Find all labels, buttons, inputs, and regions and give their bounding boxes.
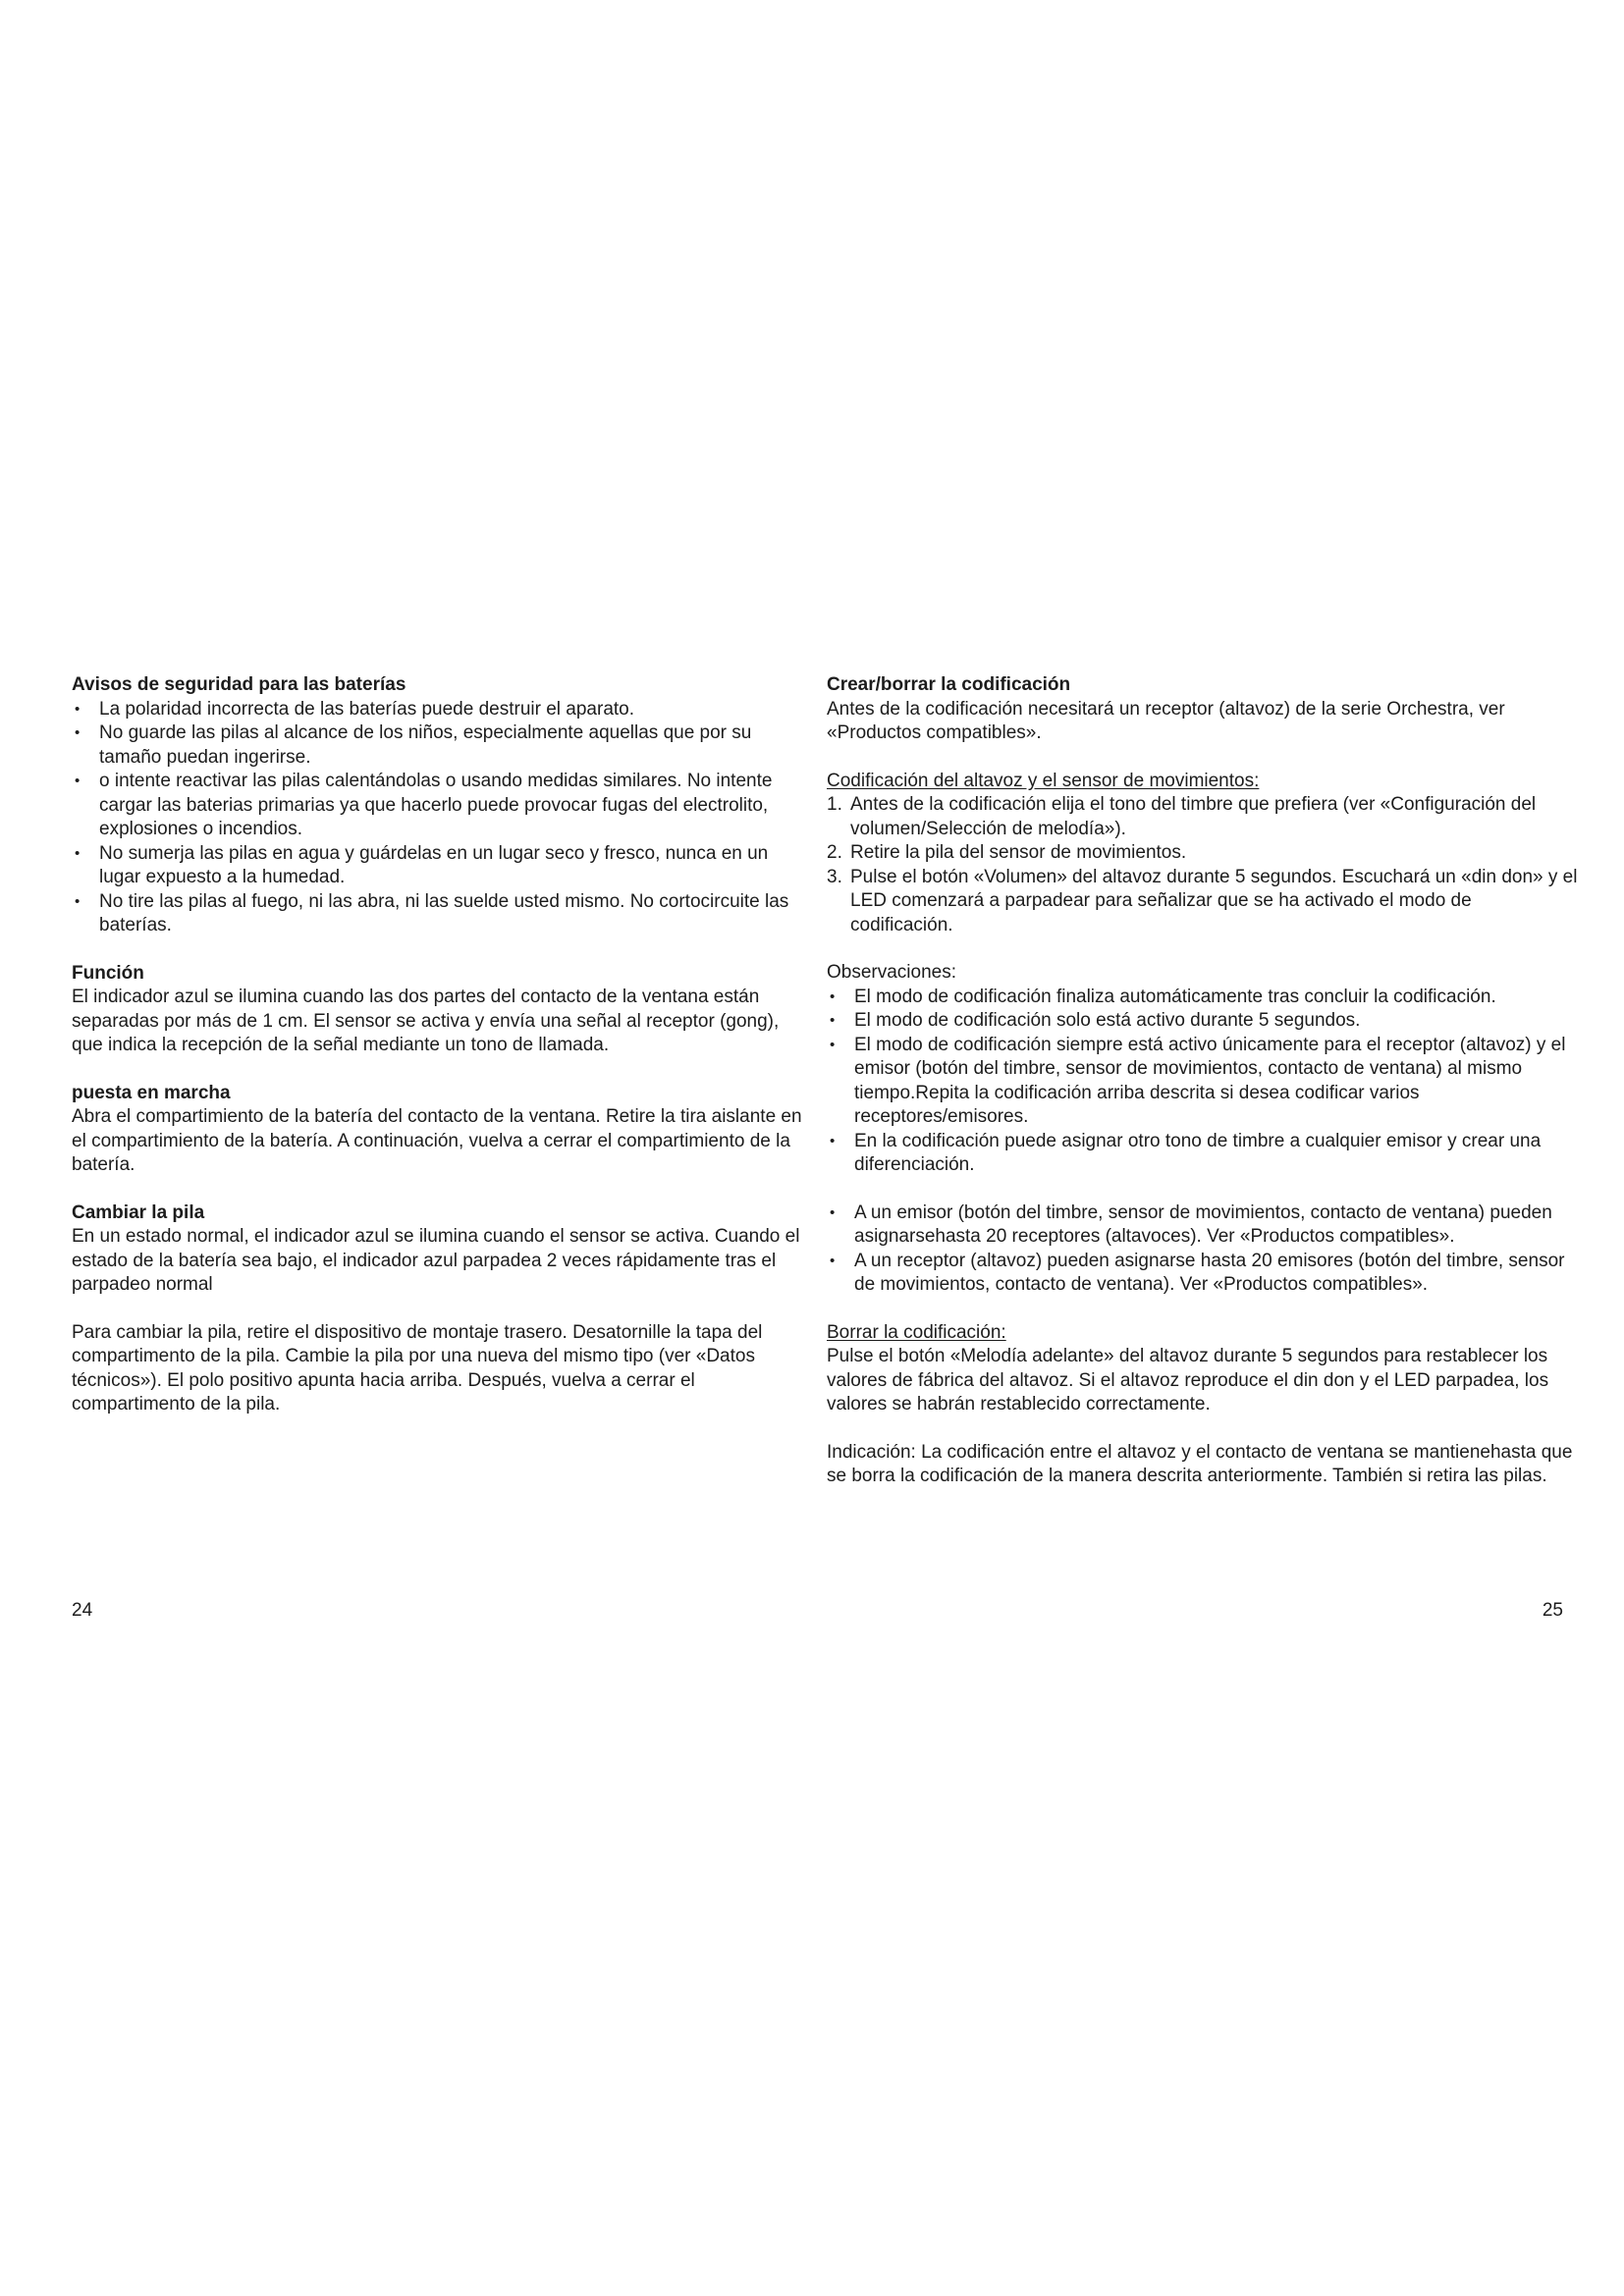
safety-list <box>72 698 813 938</box>
safety-heading: Avisos de seguridad para las baterías <box>72 674 406 695</box>
list-item <box>827 793 1578 841</box>
list-item: • o intente reactivar las pilas calentándolas o usando medidas similares. No intente cargar las baterias primarias ya que hacerlo puede provocar fugas del electrolito, explosiones o incendios. <box>72 770 813 842</box>
observaciones-heading: Observaciones: <box>827 962 957 983</box>
cambiar-heading: Cambiar la pila <box>72 1201 205 1223</box>
list-item: • A un emisor (botón del timbre, sensor de movimientos, contacto de ventana) pueden asignarsehasta 20 receptores (altavoces). Ver «Productos compatibles». <box>827 1201 1578 1250</box>
page-number-right: 25 <box>1542 1600 1563 1621</box>
codificacion-steps <box>827 793 1578 937</box>
codificacion-heading: Codificación del altavoz y el sensor de movimientos: <box>827 770 1260 791</box>
step-number: 3. <box>827 866 842 887</box>
puesta-heading: puesta en marcha <box>72 1082 231 1103</box>
cambiar-text-2: Para cambiar la pila, retire el dispositivo de montaje trasero. Desatornille la tapa del compartimento de la pila. Cambie la pila por una nueva del mismo tipo (ver «Datos técnicos»). El polo positivo apunta hacia arriba. Después, vuelva a cerrar el compartimento de la pila. <box>72 1321 763 1415</box>
page-number-left: 24 <box>72 1600 93 1621</box>
observaciones-list <box>827 986 1578 1178</box>
step-text: Retire la pila del sensor de movimientos. <box>850 842 1187 863</box>
step-number: 2. <box>827 842 842 863</box>
list-item <box>827 841 1578 866</box>
cambiar-text-1: En un estado normal, el indicador azul se ilumina cuando el sensor se activa. Cuando el estado de la batería sea bajo, el indicador azul parpadea 2 veces rápidamente tras el parpadeo normal <box>72 1226 800 1295</box>
puesta-text: Abra el compartimiento de la batería del contacto de la ventana. Retire la tira aislante en el compartimiento de la batería. A continuación, vuelva a cerrar el compartimiento de la batería. <box>72 1106 802 1175</box>
list-item: • El modo de codificación finaliza automáticamente tras concluir la codificación. <box>827 986 1578 1010</box>
crear-heading: Crear/borrar la codificación <box>827 674 1071 695</box>
list-item: • En la codificación puede asignar otro tono de timbre a cualquier emisor y crear una diferenciación. <box>827 1130 1578 1178</box>
list-item: • A un receptor (altavoz) pueden asignarse hasta 20 emisores (botón del timbre, sensor de movimientos, contacto de ventana). Ver «Productos compatibles». <box>827 1250 1578 1298</box>
list-item: • No tire las pilas al fuego, ni las abra, ni las suelde usted mismo. No cortocircuite las baterías. <box>72 890 813 938</box>
step-text: Pulse el botón «Volumen» del altavoz durante 5 segundos. Escuchará un «din don» y el LED comenzará a parpadear para señalizar que se ha activado el modo de codificación. <box>850 866 1578 935</box>
funcion-text: El indicador azul se ilumina cuando las dos partes del contacto de la ventana están separadas por más de 1 cm. El sensor se activa y envía una señal al receptor (gong), que indica la recepción de la señal mediante un tono de llamada. <box>72 987 780 1055</box>
list-item: • No sumerja las pilas en agua y guárdelas en un lugar seco y fresco, nunca en un lugar expuesto a la humedad. <box>72 842 813 890</box>
crear-text: Antes de la codificación necesitará un receptor (altavoz) de la serie Orchestra, ver «Productos compatibles». <box>827 698 1505 743</box>
list-item: • El modo de codificación siempre está activo únicamente para el receptor (altavoz) y el emisor (botón del timbre, sensor de movimientos, contacto de ventana) al mismo tiempo.Repita la codificación arriba descrita si desea codificar varios receptores/emisores. <box>827 1034 1578 1130</box>
indicacion-text: Indicación: La codificación entre el altavoz y el contacto de ventana se mantienehasta que se borra la codificación de la manera descrita anteriormente. También si retira las pilas. <box>827 1441 1573 1486</box>
list-item: • No guarde las pilas al alcance de los niños, especialmente aquellas que por su tamaño puedan ingerirse. <box>72 721 813 770</box>
step-number: 1. <box>827 794 842 815</box>
borrar-text: Pulse el botón «Melodía adelante» del altavoz durante 5 segundos para restablecer los valores de fábrica del altavoz. Si el altavoz reproduce el din don y el LED parpadea, los valores se habrán restablecido correctamente. <box>827 1346 1549 1415</box>
right-page-column <box>827 673 1578 1489</box>
left-page-column <box>72 673 813 1417</box>
funcion-heading: Función <box>72 962 144 984</box>
step-text: Antes de la codificación elija el tono del timbre que prefiera (ver «Configuración del volumen/Selección de melodía»). <box>850 794 1537 839</box>
borrar-heading: Borrar la codificación: <box>827 1321 1006 1343</box>
list-item: • La polaridad incorrecta de las baterías puede destruir el aparato. <box>72 698 813 722</box>
list-item: • El modo de codificación solo está activo durante 5 segundos. <box>827 1009 1578 1034</box>
list-item <box>827 866 1578 938</box>
observaciones-list-2 <box>827 1201 1578 1298</box>
